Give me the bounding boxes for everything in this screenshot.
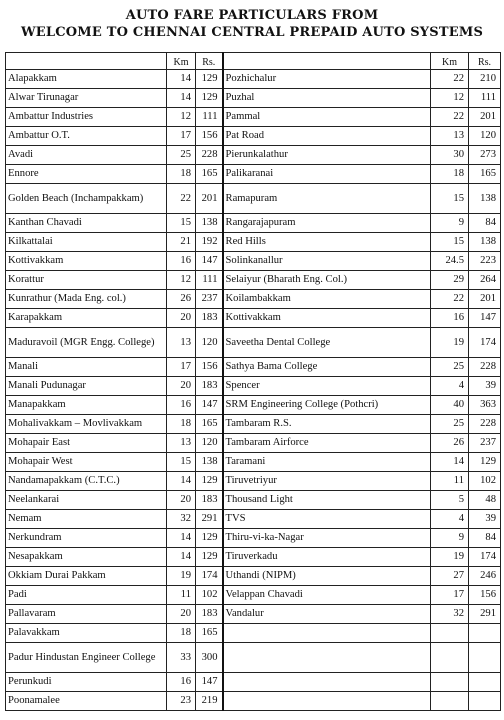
place-right-cell: SRM Engineering College (Pothcri) <box>223 396 431 415</box>
km-left-cell: 33 <box>167 643 196 673</box>
table-header-row <box>6 53 501 70</box>
table-row <box>6 108 501 127</box>
rs-left-cell: 201 <box>196 184 223 214</box>
table-row <box>6 491 501 510</box>
rs-left-cell: 237 <box>196 290 223 309</box>
km-right-cell: 26 <box>431 434 469 453</box>
km-left-cell: 20 <box>167 491 196 510</box>
rs-left-cell: 228 <box>196 146 223 165</box>
place-right-cell: Koilambakkam <box>223 290 431 309</box>
place-left-cell: Ambattur Industries <box>6 108 167 127</box>
place-right-cell: Taramani <box>223 453 431 472</box>
place-left-cell: Kilkattalai <box>6 233 167 252</box>
place-right-cell: Tambaram Airforce <box>223 434 431 453</box>
table-row <box>6 328 501 358</box>
header-rs-right: Rs. <box>469 53 501 70</box>
rs-left-cell: 129 <box>196 89 223 108</box>
table-row <box>6 567 501 586</box>
place-right-cell: Kottivakkam <box>223 309 431 328</box>
place-right-cell: Sathya Bama College <box>223 358 431 377</box>
km-left-cell: 25 <box>167 146 196 165</box>
rs-left-cell: 192 <box>196 233 223 252</box>
place-right-cell: Tiruverkadu <box>223 548 431 567</box>
place-left-cell: Maduravoil (MGR Engg. College) <box>6 328 167 358</box>
rs-right-cell: 201 <box>469 108 501 127</box>
place-left-cell: Poonamalee <box>6 692 167 711</box>
table-row <box>6 271 501 290</box>
place-right-cell: TVS <box>223 510 431 529</box>
km-left-cell: 21 <box>167 233 196 252</box>
place-left-cell: Manali Pudunagar <box>6 377 167 396</box>
rs-right-cell: 84 <box>469 529 501 548</box>
page-title: AUTO FARE PARTICULARS FROM <box>125 8 379 23</box>
place-left-cell: Okkiam Durai Pakkam <box>6 567 167 586</box>
km-right-cell: 22 <box>431 70 469 89</box>
place-left-cell: Nesapakkam <box>6 548 167 567</box>
rs-right-cell: 237 <box>469 434 501 453</box>
rs-right-cell: 120 <box>469 127 501 146</box>
place-left-cell: Mohapair East <box>6 434 167 453</box>
rs-right-cell: 264 <box>469 271 501 290</box>
place-right-cell: Selaiyur (Bharath Eng. Col.) <box>223 271 431 290</box>
rs-left-cell: 300 <box>196 643 223 673</box>
rs-left-cell: 147 <box>196 673 223 692</box>
rs-left-cell: 147 <box>196 396 223 415</box>
km-right-cell: 14 <box>431 453 469 472</box>
km-left-cell: 17 <box>167 127 196 146</box>
place-right-cell: Pozhichalur <box>223 70 431 89</box>
km-right-cell: 15 <box>431 233 469 252</box>
rs-right-cell: 228 <box>469 358 501 377</box>
rs-left-cell: 165 <box>196 415 223 434</box>
place-right-cell: Red Hills <box>223 233 431 252</box>
place-left-cell: Nandamapakkam (C.T.C.) <box>6 472 167 491</box>
place-right-cell: Rangarajapuram <box>223 214 431 233</box>
rs-left-cell: 174 <box>196 567 223 586</box>
place-left-cell: Palavakkam <box>6 624 167 643</box>
km-right-cell: 29 <box>431 271 469 290</box>
rs-right-cell: 129 <box>469 453 501 472</box>
rs-left-cell: 183 <box>196 491 223 510</box>
km-right-cell: 40 <box>431 396 469 415</box>
rs-left-cell: 291 <box>196 510 223 529</box>
km-right-cell: 27 <box>431 567 469 586</box>
km-left-cell: 26 <box>167 290 196 309</box>
km-left-cell: 20 <box>167 309 196 328</box>
km-left-cell: 12 <box>167 108 196 127</box>
km-left-cell: 32 <box>167 510 196 529</box>
rs-right-cell: 174 <box>469 328 501 358</box>
table-row <box>6 643 501 673</box>
place-right-cell: Pat Road <box>223 127 431 146</box>
rs-right-cell: 201 <box>469 290 501 309</box>
header-place-right <box>223 53 431 70</box>
rs-left-cell: 183 <box>196 377 223 396</box>
place-left-cell: Nemam <box>6 510 167 529</box>
km-right-cell: 24.5 <box>431 252 469 271</box>
table-row <box>6 309 501 328</box>
rs-right-cell: 363 <box>469 396 501 415</box>
place-left-cell: Kanthan Chavadi <box>6 214 167 233</box>
km-left-cell: 15 <box>167 214 196 233</box>
km-right-cell: 16 <box>431 309 469 328</box>
km-right-cell: 15 <box>431 184 469 214</box>
km-left-cell: 14 <box>167 529 196 548</box>
place-right-cell: Pierunkalathur <box>223 146 431 165</box>
header-rs-left: Rs. <box>196 53 223 70</box>
table-row <box>6 70 501 89</box>
place-left-cell: Karapakkam <box>6 309 167 328</box>
table-row <box>6 453 501 472</box>
rs-right-cell: 102 <box>469 472 501 491</box>
km-left-cell: 23 <box>167 692 196 711</box>
km-left-cell: 11 <box>167 586 196 605</box>
rs-left-cell: 183 <box>196 309 223 328</box>
rs-right-cell: 138 <box>469 233 501 252</box>
rs-right-cell: 228 <box>469 415 501 434</box>
km-left-cell: 16 <box>167 396 196 415</box>
table-row <box>6 127 501 146</box>
table-row <box>6 415 501 434</box>
km-left-cell: 14 <box>167 548 196 567</box>
place-left-cell: Korattur <box>6 271 167 290</box>
rs-left-cell: 156 <box>196 127 223 146</box>
rs-left-cell: 102 <box>196 586 223 605</box>
km-right-cell: 12 <box>431 89 469 108</box>
place-left-cell: Ambattur O.T. <box>6 127 167 146</box>
header-place-left <box>6 53 167 70</box>
table-row <box>6 529 501 548</box>
km-left-cell: 19 <box>167 567 196 586</box>
km-right-cell: 30 <box>431 146 469 165</box>
table-row <box>6 396 501 415</box>
table-row <box>6 358 501 377</box>
km-right-cell: 13 <box>431 127 469 146</box>
table-row <box>6 214 501 233</box>
place-right-cell: Saveetha Dental College <box>223 328 431 358</box>
table-row <box>6 146 501 165</box>
rs-right-cell: 147 <box>469 309 501 328</box>
place-left-cell: Perunkudi <box>6 673 167 692</box>
table-row <box>6 89 501 108</box>
place-left-cell: Alwar Tirunagar <box>6 89 167 108</box>
km-left-cell: 16 <box>167 673 196 692</box>
place-right-cell: Thiru-vi-ka-Nagar <box>223 529 431 548</box>
km-right-cell: 22 <box>431 108 469 127</box>
place-left-cell: Alapakkam <box>6 70 167 89</box>
table-row <box>6 673 501 692</box>
rs-left-cell: 147 <box>196 252 223 271</box>
place-left-cell: Manali <box>6 358 167 377</box>
rs-right-cell: 246 <box>469 567 501 586</box>
km-left-cell: 17 <box>167 358 196 377</box>
km-right-cell: 19 <box>431 548 469 567</box>
rs-left-cell: 111 <box>196 108 223 127</box>
km-left-cell: 22 <box>167 184 196 214</box>
rs-left-cell: 165 <box>196 624 223 643</box>
table-row <box>6 472 501 491</box>
km-left-cell: 16 <box>167 252 196 271</box>
place-right-cell: Thousand Light <box>223 491 431 510</box>
km-left-cell: 18 <box>167 624 196 643</box>
table-row <box>6 165 501 184</box>
rs-left-cell: 129 <box>196 529 223 548</box>
place-left-cell: Neelankarai <box>6 491 167 510</box>
km-left-cell: 14 <box>167 70 196 89</box>
place-left-cell: Padi <box>6 586 167 605</box>
rs-right-cell: 156 <box>469 586 501 605</box>
place-right-cell: Ramapuram <box>223 184 431 214</box>
km-left-cell: 12 <box>167 271 196 290</box>
rs-right-cell: 138 <box>469 184 501 214</box>
place-left-cell: Pallavaram <box>6 605 167 624</box>
km-right-cell: 9 <box>431 529 469 548</box>
table-row <box>6 692 501 711</box>
rs-left-cell: 138 <box>196 453 223 472</box>
km-left-cell: 13 <box>167 328 196 358</box>
place-left-cell: Kottivakkam <box>6 252 167 271</box>
table-row <box>6 233 501 252</box>
rs-right-cell: 223 <box>469 252 501 271</box>
rs-right-cell: 39 <box>469 510 501 529</box>
km-right-cell: 4 <box>431 510 469 529</box>
km-left-cell: 13 <box>167 434 196 453</box>
km-right-cell: 5 <box>431 491 469 510</box>
rs-right-cell: 111 <box>469 89 501 108</box>
rs-right-cell: 291 <box>469 605 501 624</box>
place-left-cell: Mohalivakkam – Movlivakkam <box>6 415 167 434</box>
km-left-cell: 20 <box>167 377 196 396</box>
rs-left-cell: 129 <box>196 472 223 491</box>
rs-left-cell: 111 <box>196 271 223 290</box>
rs-left-cell: 219 <box>196 692 223 711</box>
place-left-cell: Manapakkam <box>6 396 167 415</box>
rs-left-cell: 138 <box>196 214 223 233</box>
place-left-cell: Avadi <box>6 146 167 165</box>
header-km-right: Km <box>431 53 469 70</box>
place-left-cell: Padur Hindustan Engineer College <box>6 643 167 673</box>
place-right-cell: Palikaranai <box>223 165 431 184</box>
km-right-cell: 32 <box>431 605 469 624</box>
rs-left-cell: 183 <box>196 605 223 624</box>
page-subtitle: WELCOME TO CHENNAI CENTRAL PREPAID AUTO SYSTEMS <box>20 25 484 40</box>
km-right-cell: 17 <box>431 586 469 605</box>
table-row <box>6 434 501 453</box>
place-right-cell: Puzhal <box>223 89 431 108</box>
km-left-cell: 18 <box>167 415 196 434</box>
rs-right-cell <box>469 692 501 711</box>
km-right-cell: 25 <box>431 358 469 377</box>
km-right-cell: 18 <box>431 165 469 184</box>
place-right-cell <box>223 692 431 711</box>
place-right-cell: Solinkanallur <box>223 252 431 271</box>
table-row <box>6 548 501 567</box>
km-right-cell: 11 <box>431 472 469 491</box>
rs-right-cell: 273 <box>469 146 501 165</box>
place-left-cell: Golden Beach (Inchampakkam) <box>6 184 167 214</box>
place-right-cell: Vandalur <box>223 605 431 624</box>
rs-right-cell <box>469 624 501 643</box>
rs-left-cell: 129 <box>196 70 223 89</box>
place-right-cell <box>223 673 431 692</box>
km-left-cell: 14 <box>167 89 196 108</box>
km-left-cell: 20 <box>167 605 196 624</box>
table-row <box>6 605 501 624</box>
place-right-cell: Tiruvetriyur <box>223 472 431 491</box>
rs-right-cell <box>469 643 501 673</box>
rs-right-cell <box>469 673 501 692</box>
rs-right-cell: 39 <box>469 377 501 396</box>
rs-right-cell: 48 <box>469 491 501 510</box>
table-row <box>6 510 501 529</box>
km-right-cell <box>431 673 469 692</box>
place-right-cell: Velappan Chavadi <box>223 586 431 605</box>
place-right-cell: Pammal <box>223 108 431 127</box>
table-row <box>6 586 501 605</box>
place-right-cell: Uthandi (NIPM) <box>223 567 431 586</box>
place-right-cell <box>223 643 431 673</box>
km-right-cell <box>431 624 469 643</box>
table-row <box>6 290 501 309</box>
km-left-cell: 15 <box>167 453 196 472</box>
km-left-cell: 18 <box>167 165 196 184</box>
km-right-cell <box>431 643 469 673</box>
place-right-cell: Spencer <box>223 377 431 396</box>
place-left-cell: Mohapair West <box>6 453 167 472</box>
place-left-cell: Kunrathur (Mada Eng. col.) <box>6 290 167 309</box>
table-row <box>6 252 501 271</box>
fare-table <box>5 52 501 711</box>
table-row <box>6 377 501 396</box>
place-right-cell: Tambaram R.S. <box>223 415 431 434</box>
place-left-cell: Nerkundram <box>6 529 167 548</box>
km-left-cell: 14 <box>167 472 196 491</box>
km-right-cell: 19 <box>431 328 469 358</box>
rs-right-cell: 165 <box>469 165 501 184</box>
km-right-cell: 9 <box>431 214 469 233</box>
table-row <box>6 184 501 214</box>
rs-right-cell: 174 <box>469 548 501 567</box>
km-right-cell: 25 <box>431 415 469 434</box>
header-km-left: Km <box>167 53 196 70</box>
place-right-cell <box>223 624 431 643</box>
rs-left-cell: 120 <box>196 434 223 453</box>
km-right-cell: 4 <box>431 377 469 396</box>
rs-left-cell: 156 <box>196 358 223 377</box>
rs-right-cell: 84 <box>469 214 501 233</box>
rs-left-cell: 129 <box>196 548 223 567</box>
place-left-cell: Ennore <box>6 165 167 184</box>
km-right-cell <box>431 692 469 711</box>
km-right-cell: 22 <box>431 290 469 309</box>
rs-right-cell: 210 <box>469 70 501 89</box>
rs-left-cell: 165 <box>196 165 223 184</box>
rs-left-cell: 120 <box>196 328 223 358</box>
table-row <box>6 624 501 643</box>
